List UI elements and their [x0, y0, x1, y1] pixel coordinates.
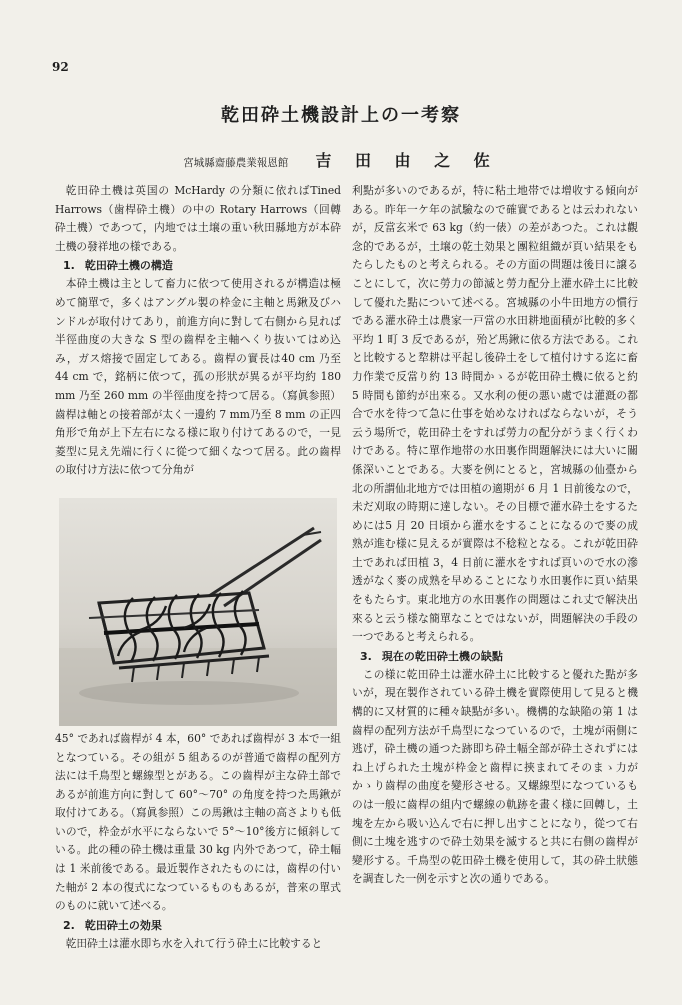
section-title: 現在の乾田砕土機の缺點 [381, 649, 503, 663]
section-number: 2. [63, 918, 75, 932]
section-number: 3. [360, 649, 372, 663]
harrow-photo [59, 498, 337, 726]
byline [0, 148, 682, 171]
effect-paragraph: 乾田砕土は灌水即ち水を入れて行う砕土に比較すると [65, 936, 323, 950]
section-heading-defects [352, 647, 638, 666]
section-title: 乾田砕土機の構造 [84, 259, 173, 273]
article-title: 乾田砕土機設計上の一考察 [221, 105, 461, 126]
section-heading-structure [55, 256, 341, 275]
author-affiliation: 宮城縣齋藤農業報恩館 [183, 157, 289, 169]
intro-paragraph: 乾田砕土機は英国の McHardy の分類に依ればTined Harrows（歯桿砕土機）の中の Rotary Harrows（回轉砕土機）であつて，内地では土壌の重い秋田縣地方が本砕土機の發祥地の様である。 [55, 184, 341, 253]
author-name: 吉 田 由 之 佐 [315, 151, 499, 170]
harrow-photo-drawing [59, 498, 337, 726]
tine-arrangement-paragraph: 45° であれば齒桿が 4 本，60° であれば齒桿が 3 本で一組となつている。その組が 5 組あるのが普通で齒桿の配列方法には千鳥型と螺線型とがある。この齒桿が主な砕土部であるが前進方向に對して 60°〜70° の角度を持つた馬鍬が取付けてある。（寫眞参照）この馬鍬は主軸の高さよりも低いので，枠金が水平にならないで 5°〜10°後方に傾斜している。此の種の砕土機は重量 30 kg 内外であつて，砕土幅は 1 米前後である。最近製作されたものには，齒桿の付いた軸が 2 本の復式になつているものもあるが，普來の單式のものに就いて述べる。 [55, 731, 341, 913]
right-column [352, 182, 638, 889]
section-number: 1. [63, 259, 75, 273]
effect-continued-paragraph: 利點が多いのであるが，特に粘土地帯では增收する傾向がある。昨年一ケ年の試驗なので確實であるとは云われないが，反當玄米で 63 kg（約一俵）の差があつた。これは觀念的であるが，土壌の乾土効果と團粒組織が頁い結果をもたらしたものと考えられる。その方面の問題は後日に譲ることにして，次に勞力の節滅と勞力配分上灌水砕土に比較して優れた點について述べる。宮城縣の小牛田地方の慣行である灌水砕土は農家一戸當の水田耕地面積が比較的多く平均 1 町 3 反であるが，殆ど馬鍬に依る方法である。これと比較すると犂耕は平起し後砕土をして植付けする迄に畜力作業で反當り約 13 時間かゝるが乾田砕土機に依ると約 5 時間も節約が出來る。又水利の便の悪い處では灌漑の都合で水を待つて急に仕事を始めなければならないが，そう云う場所で，乾田砕土をすれば勞力の配分がうまく行くわけである。特に單作地帯の水田裏作問題解決には大いに關係深いことである。大麥を例にとると，宮城縣の仙臺から北の所謂仙北地方では田植の適期が 6 月 1 日前後なので，未だ刈取の時期に達しない。その目標で灌水砕土をするためには5 月 20 日頃から灌水をすることになるので麥の成熟が進む様に見えるが實際は不稔粒となる。これが乾田砕土であれば田植 3，4 日前に灌水をすれば頁いので水の滲透がなく麥の成熟を早めることになり水田裏作に頁い結果をもたらす。東北地方の水田裏作の問題はこれ丈で解決出來ると云う様な簡單なことではないが，問題解決の手段の一つであると考えられる。 [352, 184, 638, 644]
section-title: 乾田砕土の効果 [84, 918, 162, 932]
defects-paragraph: この様に乾田砕土は灌水砕土に比較すると優れた點が多いが，現在製作されている砕土機を實際使用して見ると機構的に又材質的に種々缺點が多い。機構的な缺陥の第 1 は齒桿の配列方法が千鳥型になつているので，土塊が兩側に逃げ，砕土機の通つた跡即ち砕土幅全部が砕土されずにはね上げられた土塊が枠金と齒桿に挾まれてそのまゝ力がかゝり齒桿の曲度を變形させる。又螺線型になつているものは一般に齒桿の組内で螺線の軌跡を畫く様に回轉し，土塊を左から吸い込んで右に押し出すことになり，從つて右側に土塊を逃すので砕土効果を滅すると共に右側の齒桿が變形する。千鳥型の乾田砕土機を使用して，其の砕土狀態を調査した一例を示すと次の通りである。 [352, 667, 638, 886]
structure-paragraph: 本砕土機は主として畜力に依つて使用されるが構造は極めて簡單で，多くはアングル製の枠金に主軸と馬鍬及びハンドルが取付けてあり，前進方向に對して右側から見れば半徑曲度の大きな S 型の齒桿を主軸へくり抜いてはめ込み，ガス熔接で固定してある。齒桿の實長は40 cm 乃至 44 cm で，銘柄に依つて，孤の形狀が異るが平均約 180 mm 乃至 260 mm の半徑曲度を持つて居る。（寫眞参照）齒桿は軸との接着部が太く一邊約 7 mm乃至 8 mm の正四角形で角が上下左右になる様に取り付けてあるので，一見菱型に見え先端に行くに從つて細くなつて居る。此の齒桿の取付け方法に依つて分角が [55, 277, 341, 477]
section-heading-effect [55, 916, 341, 935]
page-number: 92 [52, 60, 69, 74]
left-column [55, 182, 341, 953]
